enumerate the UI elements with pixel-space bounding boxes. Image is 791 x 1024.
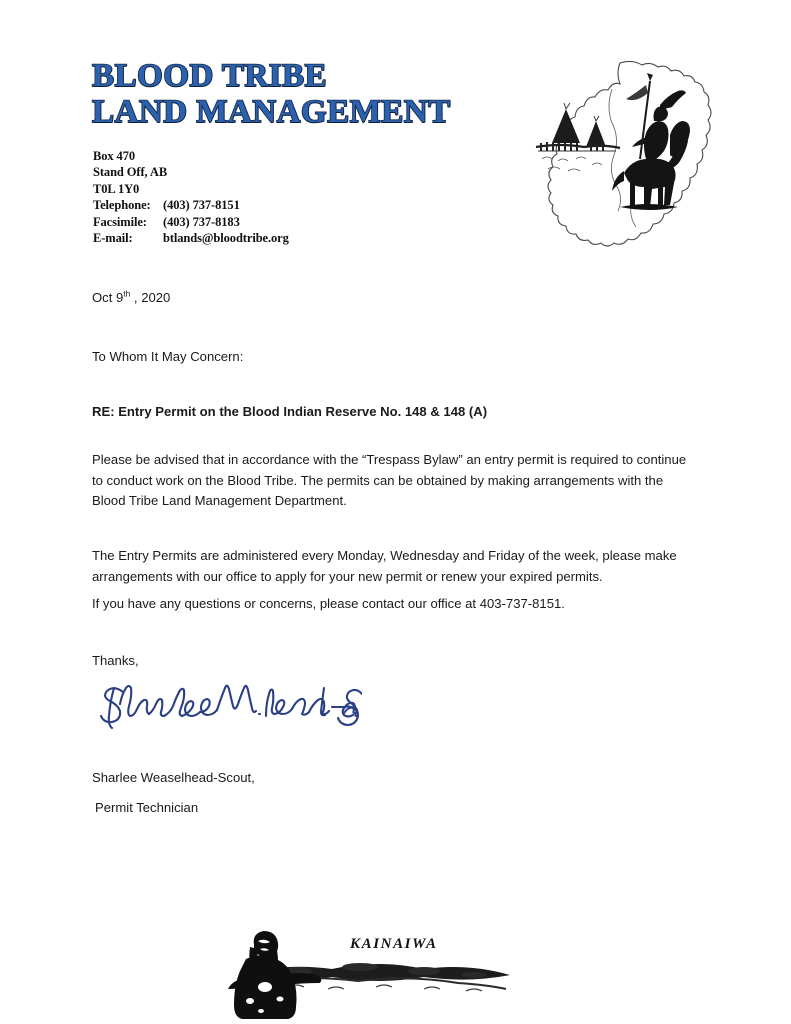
address-telephone (93, 197, 289, 213)
address-email (93, 230, 289, 246)
letter-paragraph-2: The Entry Permits are administered every Monday, Wednesday and Friday of the week, please make arrangements with our office to apply for your new permit or renew your expired permits. (92, 548, 677, 584)
letter-salutation: To Whom It May Concern: (92, 349, 244, 364)
signer-name: Sharlee Weaselhead-Scout, (92, 770, 255, 785)
address-email-value: btlands@bloodtribe.org (163, 231, 289, 246)
address-facsimile-value: (403) 737-8183 (163, 214, 240, 229)
date-month-day: Oct 9 (92, 290, 124, 305)
handwritten-signature (96, 678, 362, 736)
address-po-box: Box 470 (93, 149, 136, 163)
letter-date (92, 288, 392, 309)
address-postal-code: T0L 1Y0 (93, 181, 140, 196)
date-year: , 2020 (130, 290, 171, 305)
letterhead-title-line-2: LAND MANAGEMENT (92, 94, 451, 130)
letter-paragraph-1: Please be advised that in accordance with the “Trespass Bylaw” an entry permit is required to continue to conduct work on the Blood Tribe. The permits can be obtained by making arrangements with the Blood Tribe Land Management Department. (92, 452, 687, 509)
date-ordinal-suffix: th (123, 288, 131, 299)
address-city: Stand Off, AB (93, 165, 168, 180)
address-telephone-label: Telephone: (93, 198, 151, 213)
letterhead-address-block (93, 148, 289, 246)
reserve-map-artwork-icon (508, 55, 736, 253)
address-email-label: E-mail: (93, 231, 133, 246)
letterhead-title (92, 58, 451, 130)
letter-paragraph-3: If you have any questions or concerns, please contact our office at 403-737-8151. (92, 596, 565, 611)
letterhead-title-line-1: BLOOD TRIBE (92, 58, 328, 94)
address-facsimile-label: Facsimile: (93, 214, 147, 229)
kainaiwa-wordmark: KAINAIWA (350, 936, 438, 952)
address-telephone-value: (403) 737-8151 (163, 198, 240, 213)
letter-subject-line: RE: Entry Permit on the Blood Indian Reserve No. 148 & 148 (A) (92, 404, 488, 419)
signer-title: Permit Technician (95, 800, 199, 815)
address-facsimile (93, 214, 289, 230)
letter-closing: Thanks, (92, 653, 139, 668)
